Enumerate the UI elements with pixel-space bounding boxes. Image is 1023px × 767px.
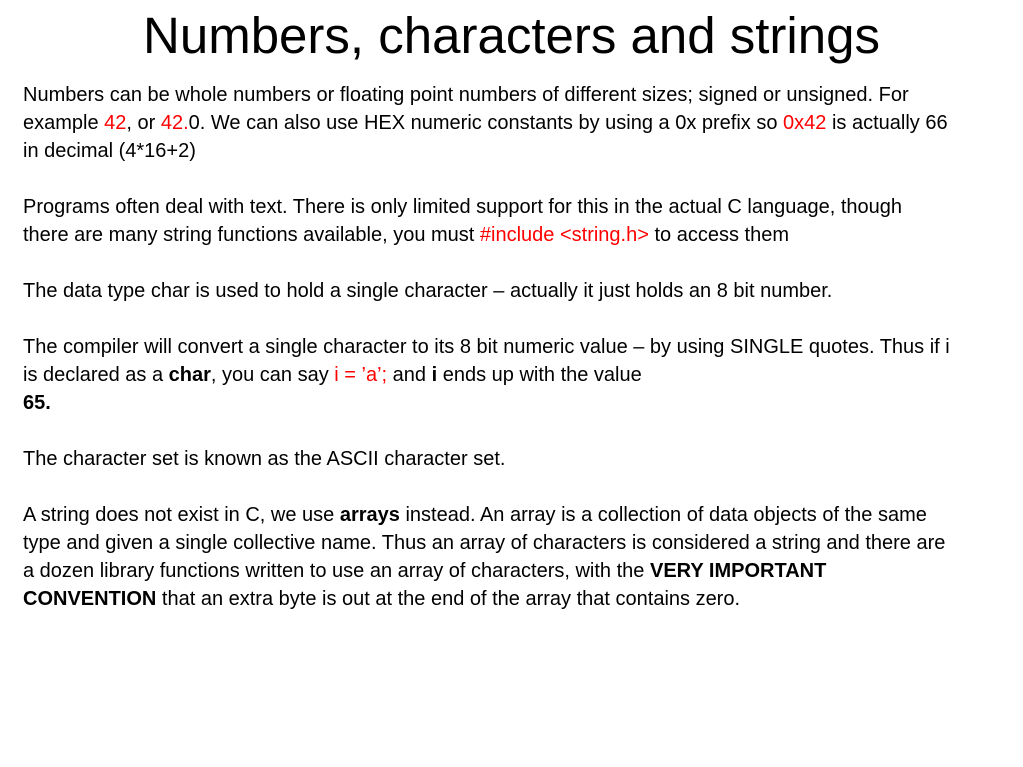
text-span: The data type char is used to hold a single character – actually it just holds an 8 bit number. — [23, 280, 833, 302]
text-span: instead. An array is a collection of data objects of the same type and given a single collective name. Thus an array of characters is considered a string and there are a dozen library functions written to use an array of characters, with the — [23, 504, 946, 582]
paragraph-ascii — [23, 445, 953, 473]
paragraph-text-support — [23, 193, 953, 249]
text-span: A string does not exist in C, we use — [23, 504, 340, 526]
slide-title: Numbers, characters and strings — [143, 7, 880, 64]
text-span: ends up with the value — [437, 364, 642, 386]
text-span: , or — [126, 112, 161, 134]
text-span: The compiler will convert a single character to its 8 bit numeric value – by using SINGLE quotes. Thus if i is declared as a — [23, 336, 950, 386]
red-example-42: 42 — [104, 112, 127, 134]
red-example-hex: 0x42 — [783, 112, 827, 134]
text-span: to access them — [648, 224, 789, 246]
red-example-42-float: 42. — [160, 112, 189, 134]
text-span: is actually 66 in decimal (4*16+2) — [23, 112, 948, 162]
text-span: Programs often deal with text. There is only limited support for this in the actual C language, though there are many string functions available, you must — [23, 196, 903, 246]
bold-convention: VERY IMPORTANT CONVENTION — [23, 560, 827, 610]
text-span: that an extra byte is out at the end of the array that contains zero. — [156, 588, 741, 610]
text-span: The character set is known as the ASCII character set. — [23, 448, 506, 470]
paragraph-single-quotes — [23, 333, 953, 417]
bold-arrays-keyword: arrays — [339, 504, 400, 526]
text-span: and — [387, 364, 432, 386]
text-span: 0. We can also use HEX numeric constants by using a 0x prefix so — [188, 112, 784, 134]
paragraph-strings-arrays — [23, 501, 953, 613]
text-span: , you can say — [210, 364, 335, 386]
paragraph-char-type — [23, 277, 953, 305]
paragraph-numbers — [23, 81, 953, 165]
red-assignment-example: i = ’a’; — [334, 364, 388, 386]
red-include-directive: #include <string.h> — [479, 224, 649, 246]
bold-variable-i: i — [431, 364, 438, 386]
slide-body — [23, 81, 953, 641]
bold-value-65: 65. — [23, 392, 51, 414]
bold-char-keyword: char — [168, 364, 211, 386]
text-span: Numbers can be whole numbers or floating point numbers of different sizes; signed or unsigned. For example — [23, 84, 909, 134]
